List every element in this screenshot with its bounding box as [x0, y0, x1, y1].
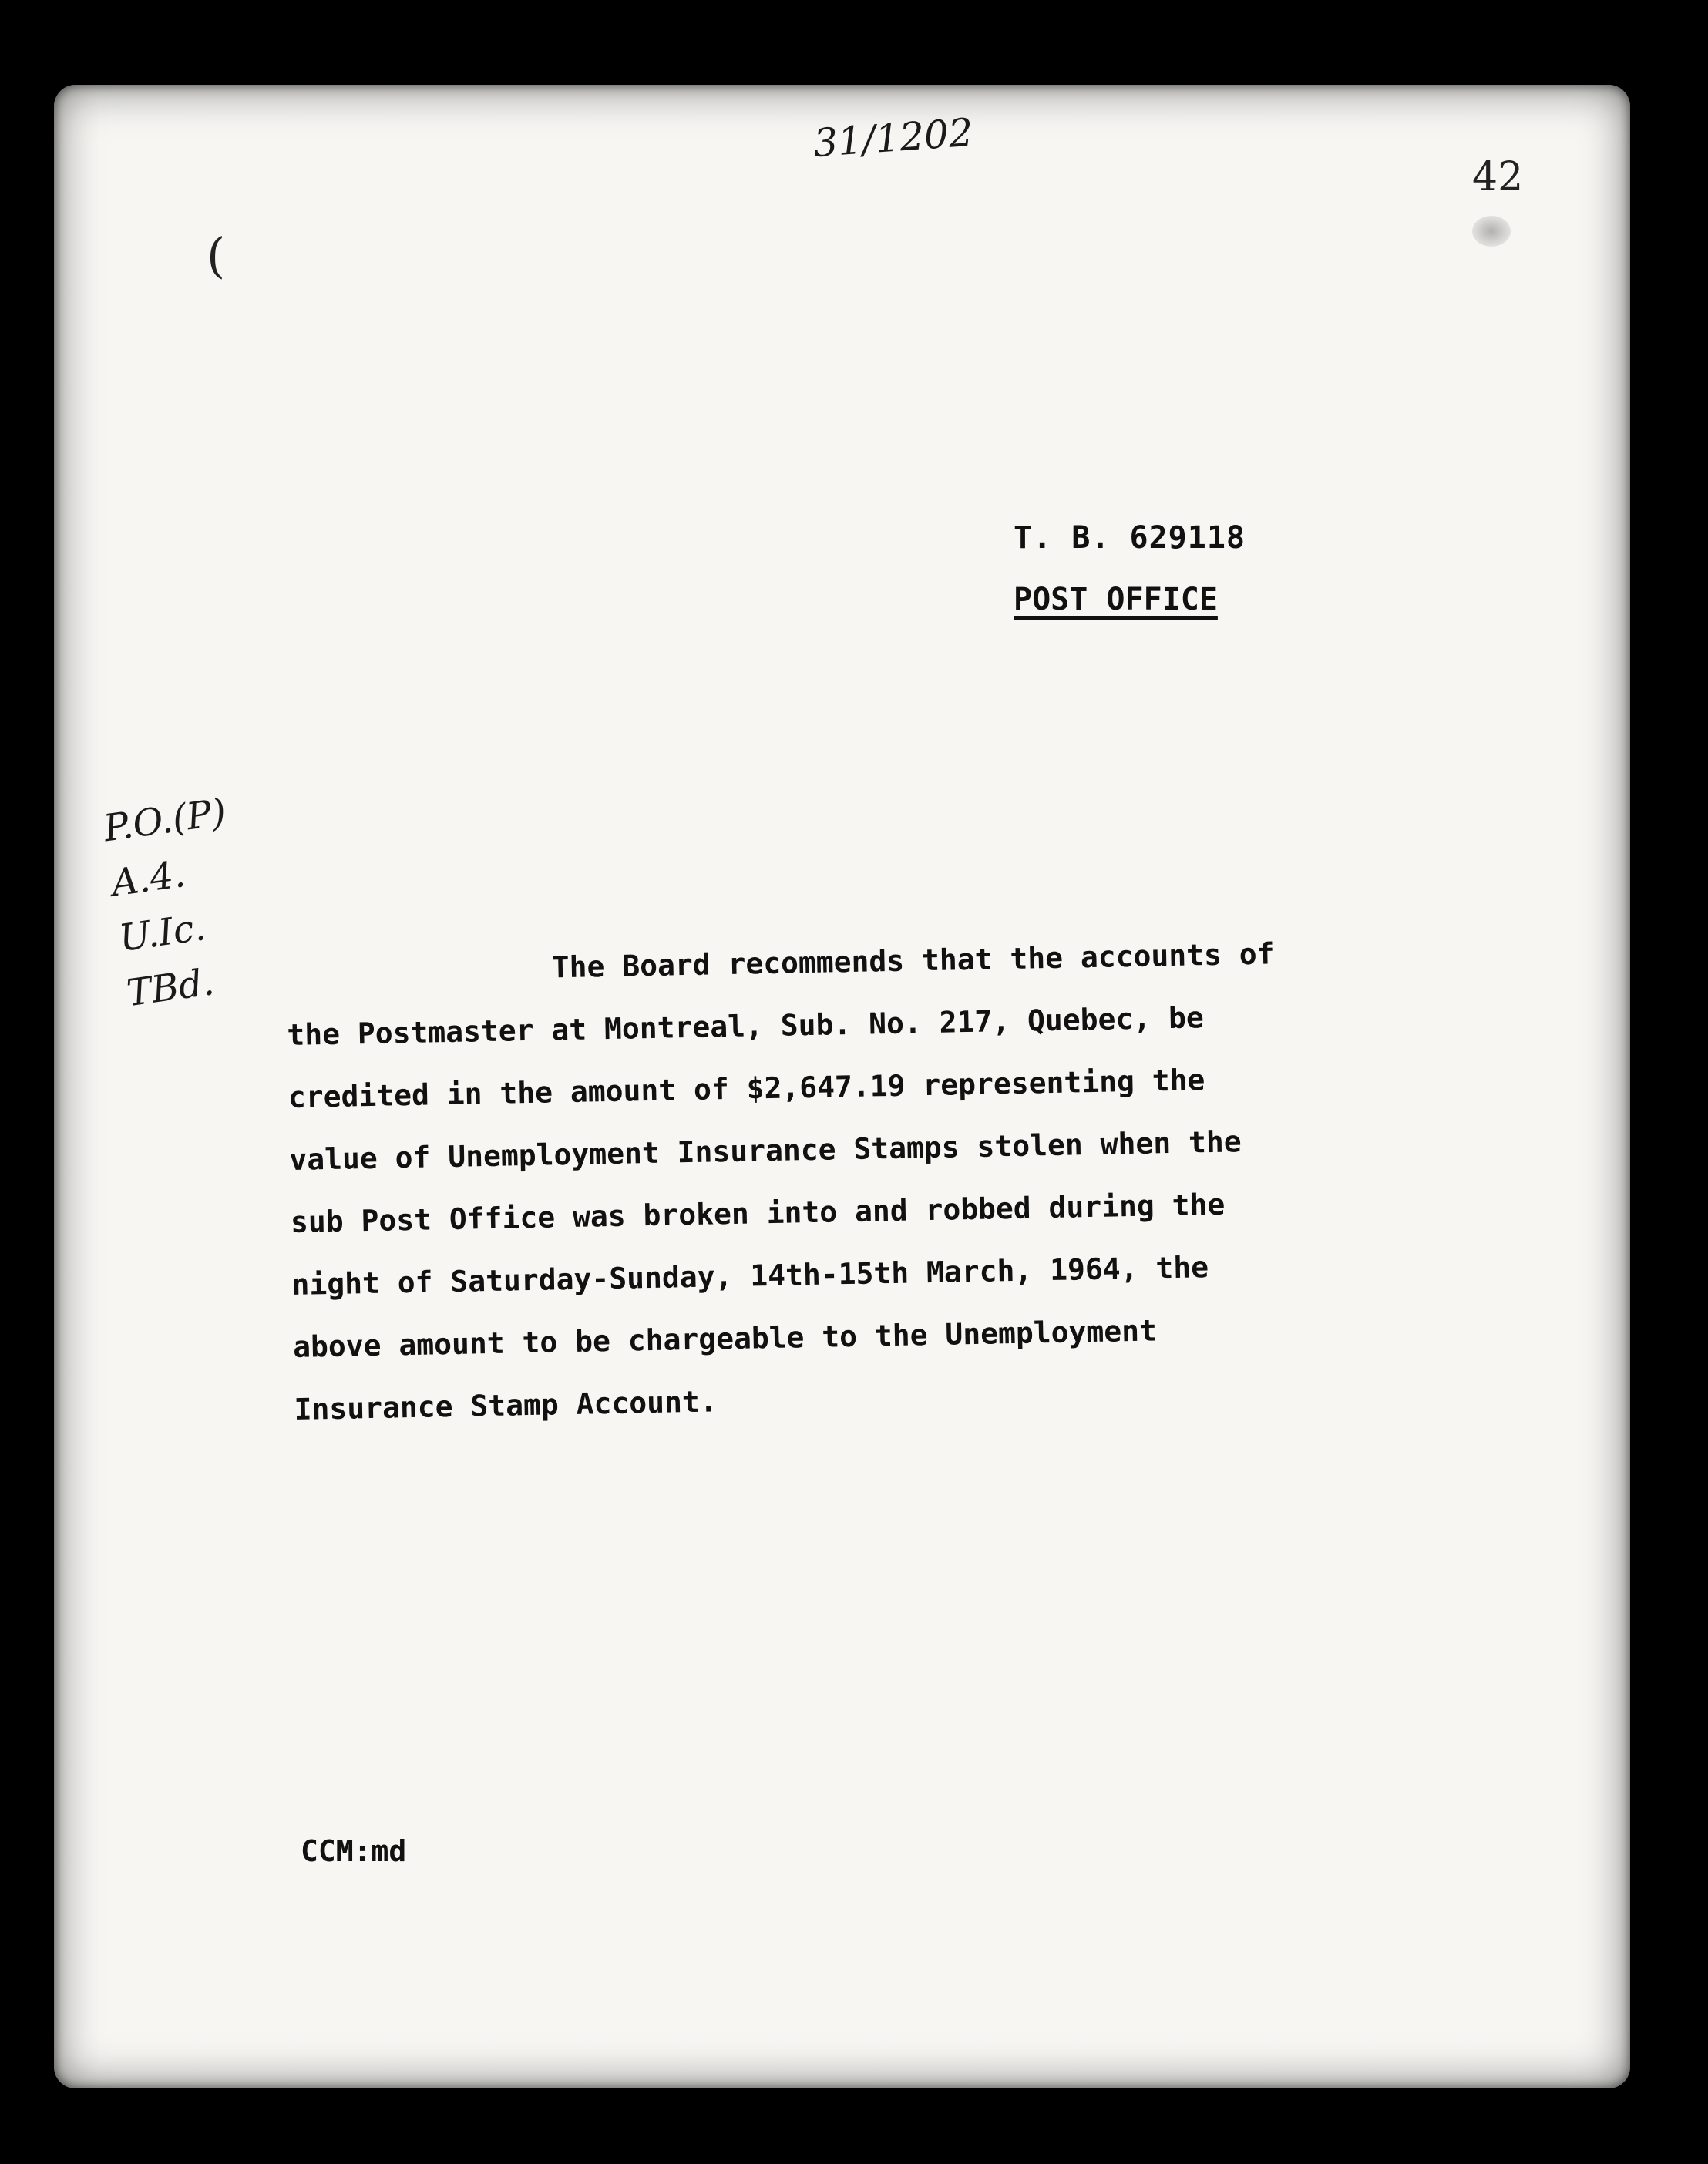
paper-stain [1472, 216, 1511, 247]
margin-note: A.4. [109, 852, 188, 906]
recommendation-body [285, 922, 1283, 1441]
department-heading: POST OFFICE [1014, 582, 1218, 617]
page-number: 42 [1472, 154, 1524, 200]
body-line: value of Unemployment Insurance Stamps stolen when the [289, 1124, 1242, 1177]
body-line: night of Saturday-Sunday, 14th-15th March, 1964, the [291, 1250, 1209, 1302]
body-line: The Board recommends that the accounts of [551, 936, 1275, 985]
body-line: credited in the amount of $2,647.19 representing the [287, 1063, 1205, 1114]
body-line: the Postmaster at Montreal, Sub. No. 217, Quebec, be [286, 1000, 1205, 1052]
file-reference-handwritten: 31/1202 [812, 109, 975, 166]
body-line: Insurance Stamp Account. [294, 1384, 718, 1426]
body-line: above amount to be chargeable to the Unemployment [292, 1313, 1158, 1364]
margin-note: P.O.(P) [101, 790, 229, 851]
tb-number: T. B. 629118 [1014, 520, 1246, 556]
margin-note: TBd. [124, 960, 217, 1016]
typist-initials: CCM:md [301, 1834, 407, 1868]
document-page [54, 85, 1630, 2088]
body-line: sub Post Office was broken into and robbed during the [290, 1187, 1226, 1239]
bracket-mark: ( [207, 227, 226, 284]
margin-notes [100, 785, 253, 1021]
margin-note: U.Ic. [116, 905, 209, 960]
